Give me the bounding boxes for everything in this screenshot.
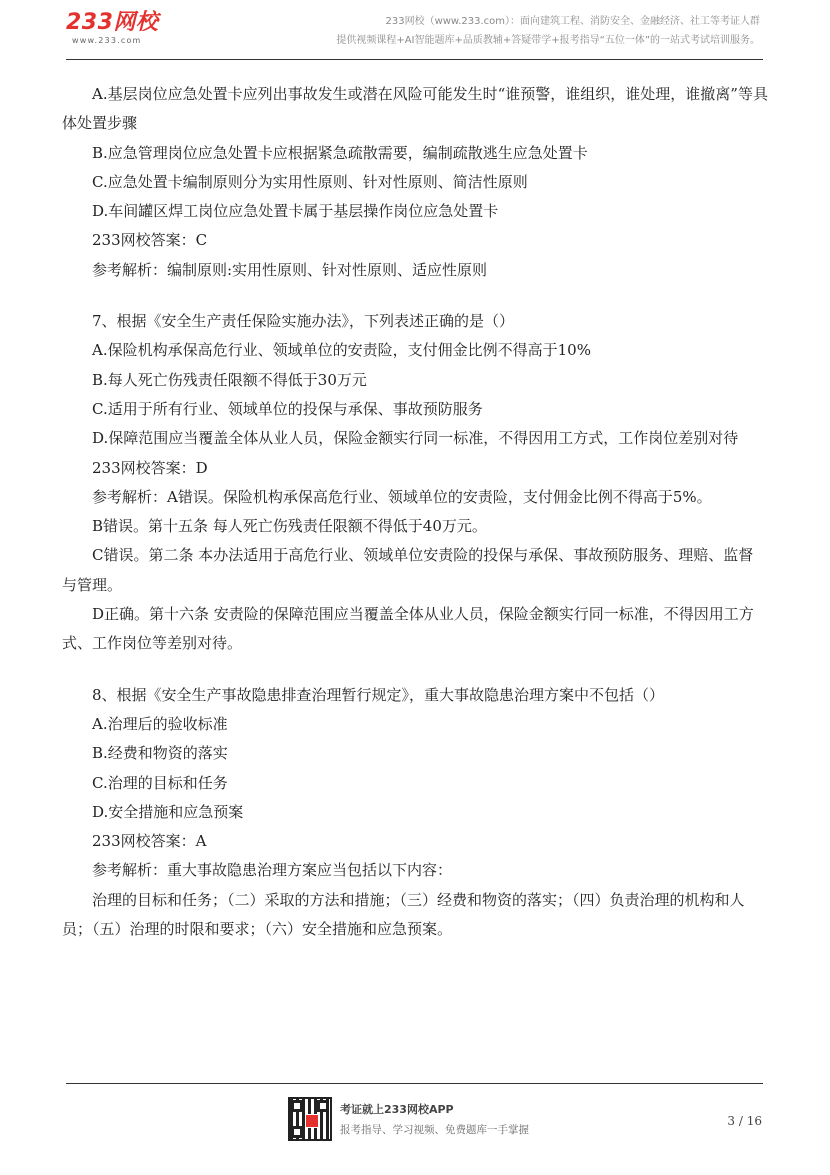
q6-analysis: 参考解析：编制原则:实用性原则、针对性原则、适应性原则 (92, 260, 488, 279)
footer-app-title: 考证就上233网校APP (340, 1103, 454, 1116)
q8-option-d: D.安全措施和应急预案 (92, 802, 244, 821)
q7-analysis-c: C错误。第二条 本办法适用于高危行业、领域单位安责险的投保与承保、事故预防服务、理赔、监督与管理。 (62, 546, 754, 594)
q6-option-b: B.应急管理岗位应急处置卡应根据紧急疏散需要，编制疏散逃生应急处置卡 (92, 143, 588, 162)
header-desc-line1: 233网校（www.233.com）：面向建筑工程、消防安全、金融经济、社工等考证人群 (385, 16, 760, 27)
q7-option-c: C.适用于所有行业、领域单位的投保与承保、事故预防服务 (92, 399, 483, 418)
section-gap (62, 659, 768, 681)
qr-code-icon (288, 1097, 332, 1141)
q6-option-c: C.应急处置卡编制原则分为实用性原则、针对性原则、简洁性原则 (92, 172, 528, 191)
q8-option-a: A.治理后的验收标准 (92, 714, 228, 733)
logo-url: www.233.com (72, 36, 142, 45)
q8-option-b: B.经费和物资的落实 (92, 744, 228, 763)
q8-answer: 233网校答案：A (92, 832, 207, 851)
footer-app-subtitle: 报考指导、学习视频、免费题库一手掌握 (340, 1124, 529, 1136)
q7-analysis-b: B错误。第十五条 每人死亡伤残责任限额不得低于40万元。 (92, 517, 487, 536)
page-number: 3 / 16 (727, 1114, 762, 1128)
logo-text: 233网校 (66, 10, 159, 35)
qr-logo-mark (305, 1114, 319, 1128)
q7-option-b: B.每人死亡伤残责任限额不得低于30万元 (92, 370, 367, 389)
q7-option-d: D.保障范围应当覆盖全体从业人员，保险金额实行同一标准，不得因用工方式，工作岗位差别对待 (92, 429, 739, 448)
brand-logo (66, 10, 158, 45)
header-divider (66, 59, 763, 60)
q7-answer: 233网校答案：D (92, 458, 208, 477)
q8-question: 8、根据《安全生产事故隐患排查治理暂行规定》，重大事故隐患治理方案中不包括（） (92, 685, 665, 704)
section-gap (62, 285, 768, 307)
header-description (336, 12, 760, 50)
q7-option-a: A.保险机构承保高危行业、领域单位的安责险，支付佣金比例不得高于10% (92, 341, 591, 360)
q6-answer: 233网校答案：C (92, 231, 208, 250)
q7-analysis: 参考解析：A错误。保险机构承保高危行业、领域单位的安责险，支付佣金比例不得高于5%。 (92, 487, 712, 506)
document-body (62, 80, 768, 944)
footer-divider (66, 1083, 763, 1084)
q6-option-d: D.车间罐区焊工岗位应急处置卡属于基层操作岗位应急处置卡 (92, 202, 499, 221)
header-desc-line2: 提供视频课程+AI智能题库+品质教辅+答疑带学+报考指导“五位一体”的一站式考试培训服务。 (336, 35, 760, 46)
page-header (0, 0, 830, 62)
q7-question: 7、根据《安全生产责任保险实施办法》，下列表述正确的是（） (92, 312, 515, 331)
q8-analysis-detail: 治理的目标和任务；（二）采取的方法和措施；（三）经费和物资的落实；（四）负责治理的机构和人员；（五）治理的时限和要求；（六）安全措施和应急预案。 (62, 890, 745, 939)
q8-analysis: 参考解析：重大事故隐患治理方案应当包括以下内容： (92, 861, 453, 880)
q8-option-c: C.治理的目标和任务 (92, 773, 228, 792)
q6-option-a: A.基层岗位应急处置卡应列出事故发生或潜在风险可能发生时“谁预警，谁组织，谁处理，谁撤离”等具体处置步骤 (62, 85, 768, 133)
q7-analysis-d: D正确。第十六条 安责险的保障范围应当覆盖全体从业人员，保险金额实行同一标准，不得因用工方式、工作岗位等差别对待。 (62, 605, 754, 653)
qr-finder-pattern (291, 1126, 303, 1138)
